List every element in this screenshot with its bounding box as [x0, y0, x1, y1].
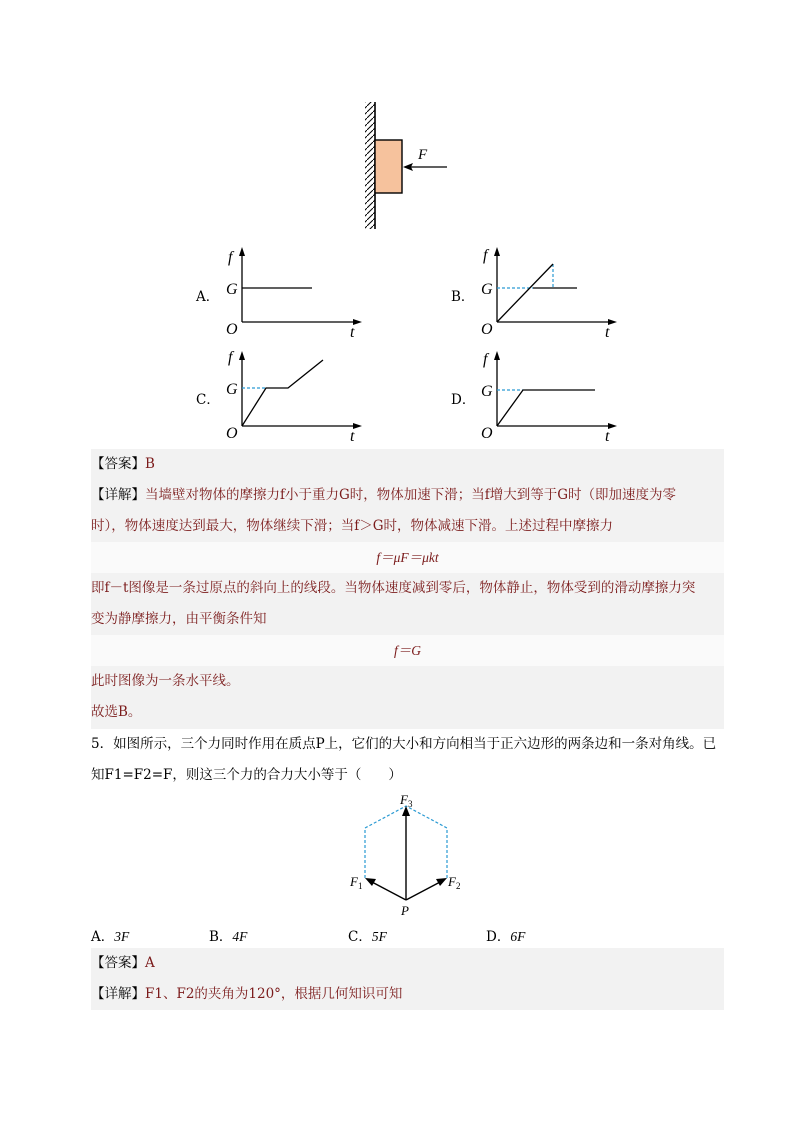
graph-d-x-label: t	[605, 428, 610, 444]
question-5-text-1: 如图所示，三个力同时作用在质点P上，它们的大小和方向相当于正六边形的两条边和一条对角线。已	[113, 736, 717, 752]
answer2-line	[91, 948, 724, 979]
graph-d-origin-label: O	[481, 425, 493, 442]
answer-tag: 【答案】	[91, 456, 145, 472]
detail-text-1: 当墙壁对物体的摩擦力f小于重力G时，物体加速下滑；当f增大到等于G时（即加速度为零	[145, 487, 677, 503]
graph-c	[222, 346, 372, 444]
graph-b-rising	[497, 264, 553, 322]
detail-line-3: 即f－t图像是一条过原点的斜向上的线段。当物体速度减到零后，物体静止，物体受到的滑动摩擦力突	[91, 580, 696, 596]
graph-d	[477, 346, 627, 444]
question-5-line-2: 知F1=F2=F，则这三个力的合力大小等于（ ）	[91, 767, 402, 783]
detail-line-4: 变为静摩擦力，由平衡条件知	[91, 611, 267, 627]
answer2-detail-text: F1、F2的夹角为120°，根据几何知识可知	[145, 986, 403, 1002]
answer2-detail-line	[91, 979, 724, 1010]
detail-line-5: 此时图像为一条水平线。	[91, 673, 240, 689]
formula-friction: f＝μF＝μkt	[91, 542, 724, 573]
graph-b-y-arrow	[494, 247, 500, 256]
graph-a	[222, 244, 372, 340]
graph-c-x-label: t	[350, 428, 355, 444]
graph-a-y-arrow	[239, 247, 245, 256]
graph-a-x-label: t	[350, 324, 355, 340]
option-c-label: C．	[196, 392, 220, 408]
option-5b-value: 4F	[232, 929, 248, 944]
option-5d-letter: D．	[486, 929, 511, 945]
answer-value: B	[145, 456, 155, 472]
hexagon-force-diagram	[345, 790, 475, 920]
detail-line-2: 时），物体速度达到最大，物体继续下滑；当f＞G时，物体减速下滑。上述过程中摩擦力	[91, 518, 614, 534]
conclusion: 故选B。	[91, 704, 142, 720]
option-b-label: B．	[451, 289, 475, 305]
graph-b	[477, 244, 627, 340]
arrow-f1	[370, 881, 406, 900]
option-5b-letter: B．	[209, 929, 233, 945]
graph-b-level-label: G	[481, 281, 493, 298]
answer2-tag: 【答案】	[91, 955, 145, 971]
option-5a	[91, 925, 129, 945]
graph-d-curve	[497, 390, 595, 426]
option-5d	[486, 925, 525, 945]
graph-b-y-label: f	[483, 247, 488, 264]
graph-d-level-label: G	[481, 383, 493, 400]
label-f2: $F_2$	[448, 874, 461, 891]
label-f1: $F_1$	[350, 874, 363, 891]
option-5b	[209, 925, 247, 945]
label-f3: $F_3$	[400, 792, 413, 809]
arrow-f2	[406, 881, 442, 900]
answer2-detail-tag: 【详解】	[91, 986, 145, 1002]
arrow-f2-head	[436, 878, 447, 886]
graph-c-curve	[242, 360, 323, 426]
graph-a-level-label: G	[226, 281, 238, 298]
option-5a-value: 3F	[114, 929, 130, 944]
wall-block-figure	[355, 100, 465, 235]
wall-hatch	[365, 102, 375, 229]
option-5c	[348, 925, 387, 945]
option-5c-value: 5F	[371, 929, 387, 944]
option-5d-value: 6F	[510, 929, 526, 944]
detail-tag: 【详解】	[91, 487, 145, 503]
block	[375, 140, 402, 193]
graph-c-origin-label: O	[226, 425, 238, 442]
graph-c-level-label: G	[226, 381, 238, 398]
option-d-label: D．	[451, 392, 476, 408]
answer-block-2	[91, 948, 724, 1010]
arrow-f1-head	[365, 878, 376, 886]
question-5-line-1	[91, 729, 716, 760]
answer-block-1	[91, 449, 724, 729]
graph-b-x-label: t	[605, 324, 610, 340]
option-5c-letter: C．	[348, 929, 372, 945]
graph-d-y-arrow	[494, 351, 500, 360]
question-number: 5．	[91, 736, 114, 752]
graph-b-origin-label: O	[481, 321, 493, 338]
answer2-value: A	[145, 955, 155, 971]
option-5a-letter: A．	[91, 929, 115, 945]
graph-a-y-label: f	[228, 249, 233, 266]
answer-line	[91, 449, 724, 480]
formula-equilibrium: f＝G	[91, 635, 724, 666]
detail-line-1	[91, 480, 724, 511]
label-p: P	[401, 903, 409, 918]
graph-a-origin-label: O	[226, 321, 238, 338]
graph-c-y-label: f	[228, 349, 233, 366]
option-a-label: A．	[196, 289, 220, 305]
force-label: F	[418, 147, 428, 163]
graph-d-y-label: f	[483, 351, 488, 368]
graph-c-y-arrow	[239, 351, 245, 360]
